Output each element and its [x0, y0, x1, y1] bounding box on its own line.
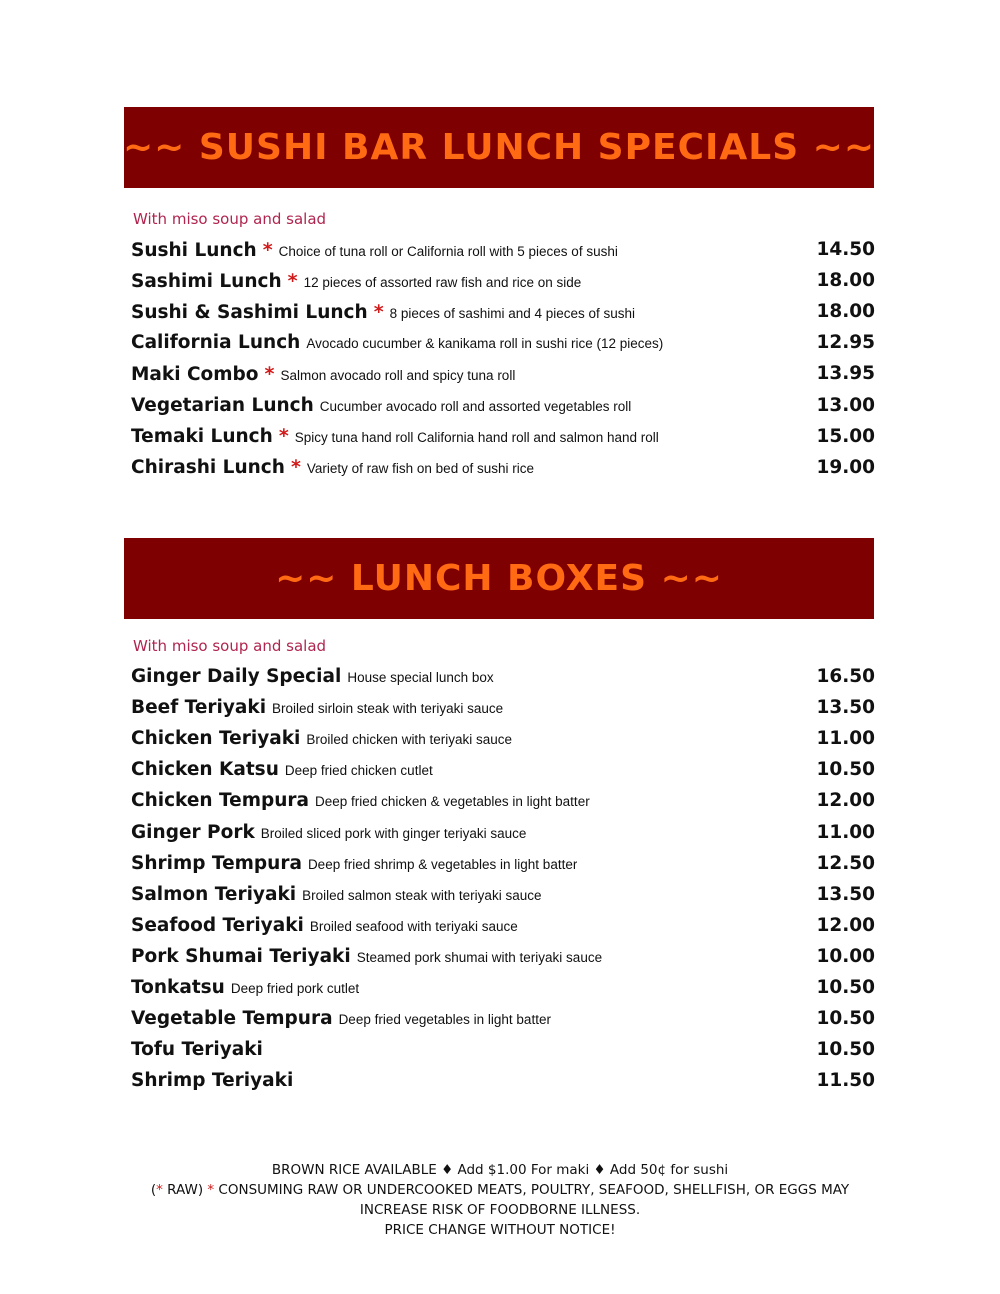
menu-item-price: 12.00 — [816, 790, 875, 812]
menu-item-price: 10.50 — [816, 976, 875, 998]
menu-item — [131, 1065, 875, 1096]
menu-item-price: 14.50 — [816, 239, 875, 261]
menu-item-info — [131, 395, 631, 416]
menu-item-info — [131, 790, 590, 811]
menu-item-info — [131, 1039, 263, 1060]
raw-star: * — [264, 362, 275, 385]
menu-item — [131, 1003, 875, 1034]
menu-item-name: Beef Teriyaki — [131, 697, 267, 719]
menu-item — [131, 234, 875, 265]
menu-item-description: Deep fried chicken & vegetables in light batter — [315, 794, 590, 810]
menu-item-name: Ginger Pork — [131, 821, 255, 843]
menu-item-name: Shrimp Teriyaki — [131, 1070, 294, 1092]
menu-item-price: 18.00 — [816, 301, 875, 323]
menu-item — [131, 879, 875, 910]
menu-item-price: 10.50 — [816, 1039, 875, 1061]
menu-item-description: Broiled salmon steak with teriyaki sauce — [302, 887, 542, 903]
menu-item — [131, 452, 875, 483]
menu-item-description: Variety of raw fish on bed of sushi rice — [306, 461, 534, 477]
menu-item-price: 13.50 — [816, 697, 875, 719]
menu-item-price: 12.00 — [816, 914, 875, 936]
menu-item — [131, 692, 875, 723]
menu-item-name: Ginger Daily Special — [131, 666, 342, 688]
menu-item-name: Chicken Katsu — [131, 759, 279, 781]
menu-item-name: Tonkatsu — [131, 976, 225, 998]
menu-item-info — [131, 456, 534, 478]
menu-item-info — [131, 1070, 293, 1091]
menu-item-description: Deep fried pork cutlet — [230, 980, 360, 996]
menu-item-info — [131, 697, 503, 718]
menu-item-info — [131, 425, 659, 447]
raw-star: * — [373, 300, 384, 323]
menu-item-price: 13.95 — [816, 363, 875, 385]
menu-item-name: Temaki Lunch — [131, 426, 273, 448]
sushi-bar-menu — [131, 234, 875, 483]
menu-item-info — [131, 822, 526, 843]
menu-item-name: Tofu Teriyaki — [131, 1039, 263, 1061]
menu-item-description: Deep fried shrimp & vegetables in light batter — [307, 856, 578, 872]
menu-item-description: Broiled sirloin steak with teriyaki sauce — [272, 701, 504, 717]
menu-item-name: Maki Combo — [131, 363, 259, 385]
menu-item — [131, 327, 875, 358]
menu-item-description: House special lunch box — [347, 670, 494, 686]
raw-star: * — [207, 1182, 215, 1198]
menu-item — [131, 389, 875, 420]
menu-item-price: 11.00 — [816, 821, 875, 843]
menu-item — [131, 848, 875, 879]
menu-item-price: 10.00 — [816, 945, 875, 967]
menu-item-description: Salmon avocado roll and spicy tuna roll — [280, 367, 516, 383]
menu-item-info — [131, 884, 541, 905]
menu-item-description: Broiled sliced pork with ginger teriyaki sauce — [260, 825, 527, 841]
menu-item-description: Spicy tuna hand roll California hand roll and salmon hand roll — [294, 430, 659, 446]
menu-item-name: Salmon Teriyaki — [131, 883, 297, 905]
menu-item-info — [131, 728, 512, 749]
menu-item — [131, 296, 875, 327]
menu-item-name: Vegetable Tempura — [131, 1008, 333, 1030]
menu-item-price: 15.00 — [816, 425, 875, 447]
menu-item-price: 10.50 — [816, 759, 875, 781]
menu-item-name: Sushi & Sashimi Lunch — [131, 301, 368, 323]
menu-item-description: Choice of tuna roll or California roll with 5 pieces of sushi — [278, 243, 618, 259]
menu-item — [131, 972, 875, 1003]
brown-rice-note: BROWN RICE AVAILABLE ♦ Add $1.00 For maki ♦ Add 50¢ for sushi — [271, 1162, 729, 1178]
menu-item-info — [131, 759, 433, 780]
menu-item — [131, 941, 875, 972]
section-note: With miso soup and salad — [133, 637, 327, 655]
menu-item-name: Pork Shumai Teriyaki — [131, 945, 351, 967]
footer-notes — [0, 1160, 1000, 1240]
section-title: ~~ SUSHI BAR LUNCH SPECIALS ~~ — [123, 127, 875, 168]
raw-star: * — [278, 425, 289, 448]
menu-item-info — [131, 977, 359, 998]
menu-item — [131, 785, 875, 816]
menu-item — [131, 358, 875, 389]
menu-item-description: Deep fried chicken cutlet — [284, 763, 433, 779]
menu-item-info — [131, 915, 518, 936]
menu-item — [131, 265, 875, 296]
section-title: ~~ LUNCH BOXES ~~ — [275, 558, 723, 599]
sushi-bar-banner — [124, 107, 874, 188]
raw-star: * — [287, 269, 298, 292]
menu-item-info — [131, 363, 515, 385]
raw-star: * — [262, 238, 273, 261]
menu-item-price: 18.00 — [816, 270, 875, 292]
raw-warning: (* RAW) * CONSUMING RAW OR UNDERCOOKED MEATS, POULTRY, SEAFOOD, SHELLFISH, OR EGGS MAY — [150, 1182, 850, 1198]
menu-item-info — [131, 946, 602, 967]
menu-item-info — [131, 1008, 551, 1029]
menu-item-price: 19.00 — [816, 456, 875, 478]
menu-item-name: Chirashi Lunch — [131, 457, 285, 479]
lunch-boxes-banner — [124, 538, 874, 619]
menu-item-info — [131, 666, 494, 687]
menu-item-price: 13.50 — [816, 883, 875, 905]
menu-item-description: Deep fried vegetables in light batter — [338, 1012, 551, 1028]
menu-item-price: 12.95 — [816, 332, 875, 354]
menu-item-name: Chicken Tempura — [131, 790, 310, 812]
raw-warning-cont: INCREASE RISK OF FOODBORNE ILLNESS. — [359, 1202, 641, 1218]
lunch-boxes-menu — [131, 661, 875, 1096]
menu-item-price: 10.50 — [816, 1008, 875, 1030]
menu-item-description: Broiled seafood with teriyaki sauce — [309, 918, 518, 934]
menu-item — [131, 754, 875, 785]
menu-item-info — [131, 332, 663, 353]
menu-item-description: 8 pieces of sashimi and 4 pieces of sushi — [389, 305, 636, 321]
menu-item-info — [131, 239, 618, 261]
menu-item-info — [131, 853, 577, 874]
menu-item-description: Cucumber avocado roll and assorted vegetables roll — [319, 398, 632, 414]
menu-item-info — [131, 270, 581, 292]
menu-item-description: Steamed pork shumai with teriyaki sauce — [356, 949, 603, 965]
menu-item-price: 11.50 — [816, 1070, 875, 1092]
menu-item-description: Broiled chicken with teriyaki sauce — [306, 732, 512, 748]
menu-item — [131, 421, 875, 452]
section-note: With miso soup and salad — [133, 210, 327, 228]
menu-item-price: 11.00 — [816, 728, 875, 750]
menu-item-description: 12 pieces of assorted raw fish and rice on side — [303, 274, 582, 290]
price-change-note: PRICE CHANGE WITHOUT NOTICE! — [384, 1222, 616, 1238]
menu-item-price: 13.00 — [816, 394, 875, 416]
menu-item-name: Vegetarian Lunch — [131, 394, 314, 416]
menu-item-name: Shrimp Tempura — [131, 852, 302, 874]
menu-item — [131, 661, 875, 692]
raw-star: * — [290, 456, 301, 479]
menu-item — [131, 723, 875, 754]
raw-star: * — [156, 1182, 163, 1198]
menu-item-info — [131, 301, 635, 323]
menu-item-name: Sushi Lunch — [131, 239, 257, 261]
menu-item-name: California Lunch — [131, 332, 301, 354]
menu-item-name: Sashimi Lunch — [131, 270, 282, 292]
menu-item-price: 16.50 — [816, 666, 875, 688]
menu-item-name: Chicken Teriyaki — [131, 728, 301, 750]
menu-item-price: 12.50 — [816, 852, 875, 874]
menu-item — [131, 910, 875, 941]
menu-item-name: Seafood Teriyaki — [131, 914, 304, 936]
menu-item — [131, 816, 875, 847]
menu-item — [131, 1034, 875, 1065]
menu-item-description: Avocado cucumber & kanikama roll in sushi rice (12 pieces) — [306, 336, 664, 352]
